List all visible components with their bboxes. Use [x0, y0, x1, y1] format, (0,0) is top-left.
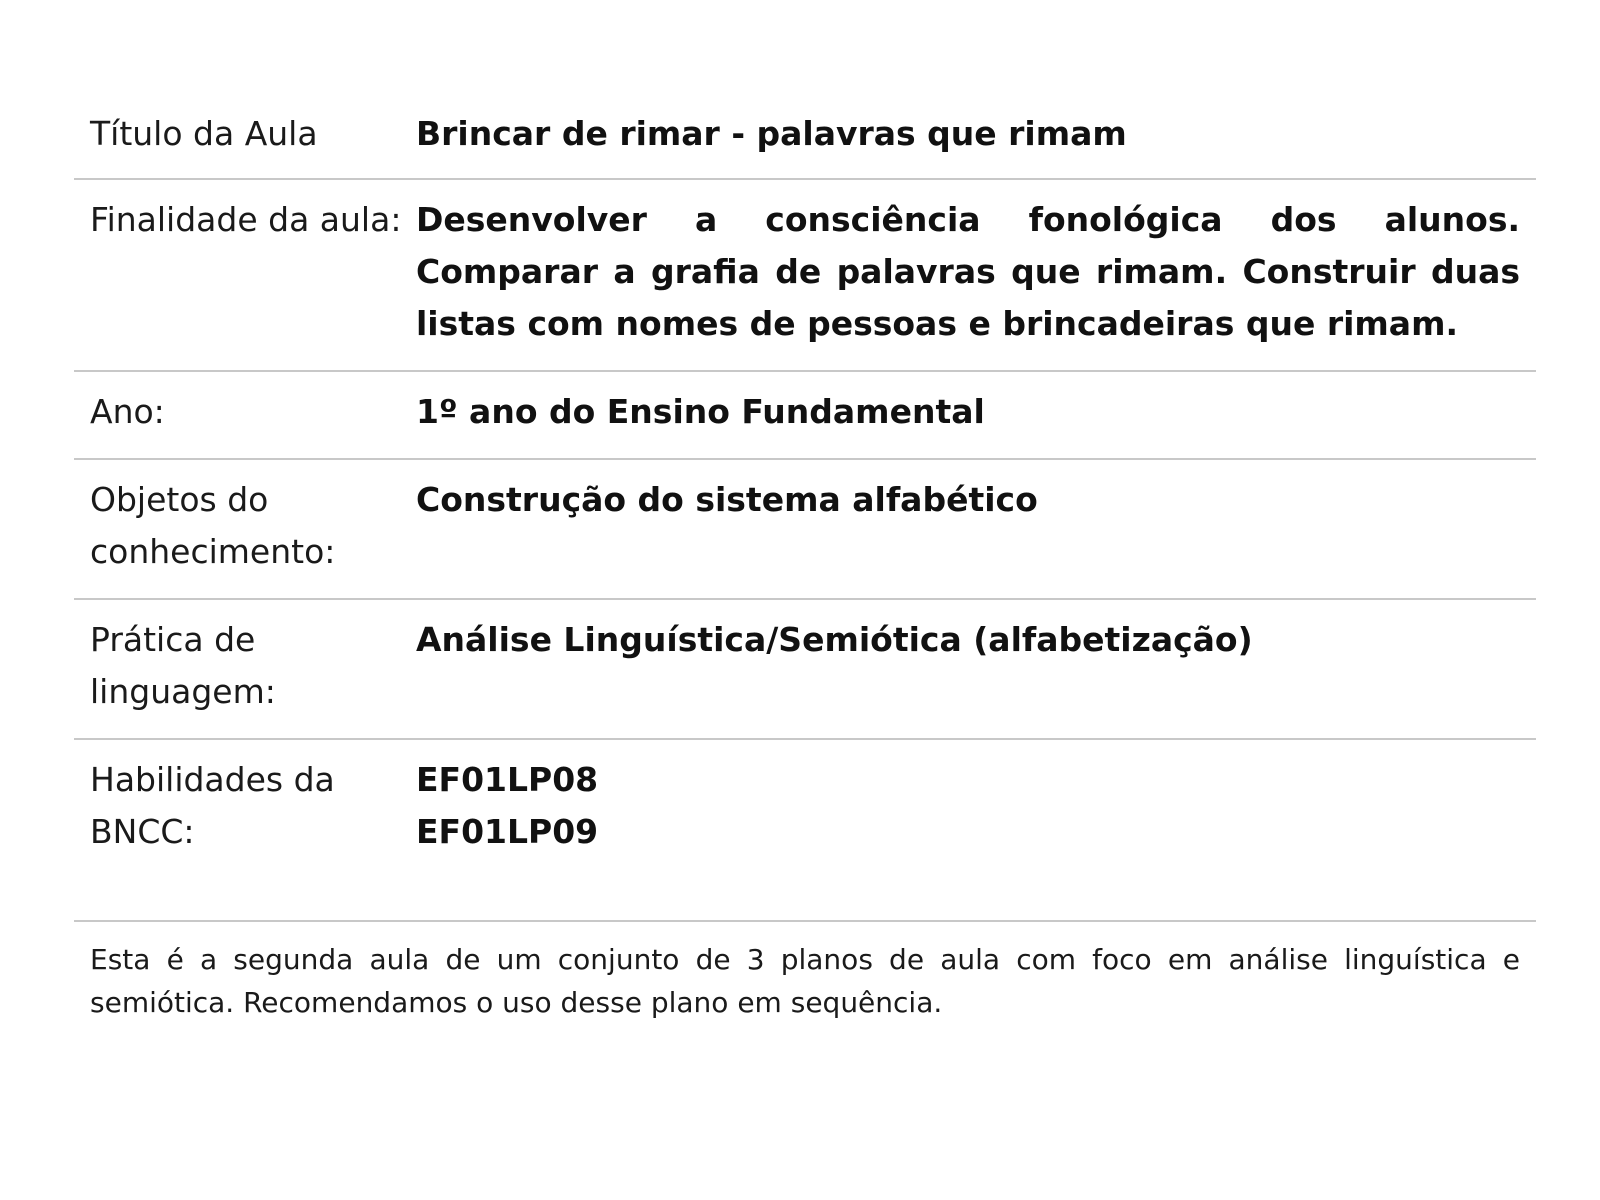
value-grade: 1º ano do Ensino Fundamental	[416, 392, 985, 431]
label-knowledge-objects: Objetos do conhecimento:	[90, 480, 336, 571]
row-bncc-skills	[74, 739, 1536, 920]
label-lesson-title: Título da Aula	[90, 114, 318, 153]
label-language-practice: Prática de linguagem:	[90, 620, 276, 711]
row-lesson-purpose	[74, 179, 1536, 371]
bncc-skill-code: EF01LP09	[416, 812, 599, 851]
row-language-practice	[74, 599, 1536, 739]
sequence-note: Esta é a segunda aula de um conjunto de 3 planos de aula com foco em análise linguística e semiótica. Recomendamos o uso desse plano em sequência.	[74, 920, 1536, 1024]
value-lesson-title: Brincar de rimar - palavras que rimam	[416, 114, 1127, 153]
label-lesson-purpose: Finalidade da aula:	[90, 200, 402, 239]
label-bncc-skills: Habilidades da BNCC:	[90, 760, 335, 851]
label-grade: Ano:	[90, 392, 165, 431]
value-knowledge-objects: Construção do sistema alfabético	[416, 480, 1038, 519]
lesson-plan-document	[74, 96, 1536, 1024]
row-grade	[74, 371, 1536, 459]
bncc-skill-code: EF01LP08	[416, 760, 599, 799]
value-lesson-purpose: Desenvolver a consciência fonológica dos alunos. Comparar a grafia de palavras que rimam. Construir duas listas com nomes de pessoas e brincadeiras que rimam.	[416, 200, 1520, 343]
row-knowledge-objects	[74, 459, 1536, 599]
lesson-info-table	[74, 96, 1536, 920]
value-bncc-skills	[416, 739, 1536, 920]
value-language-practice: Análise Linguística/Semiótica (alfabetização)	[416, 620, 1253, 659]
row-lesson-title	[74, 96, 1536, 179]
